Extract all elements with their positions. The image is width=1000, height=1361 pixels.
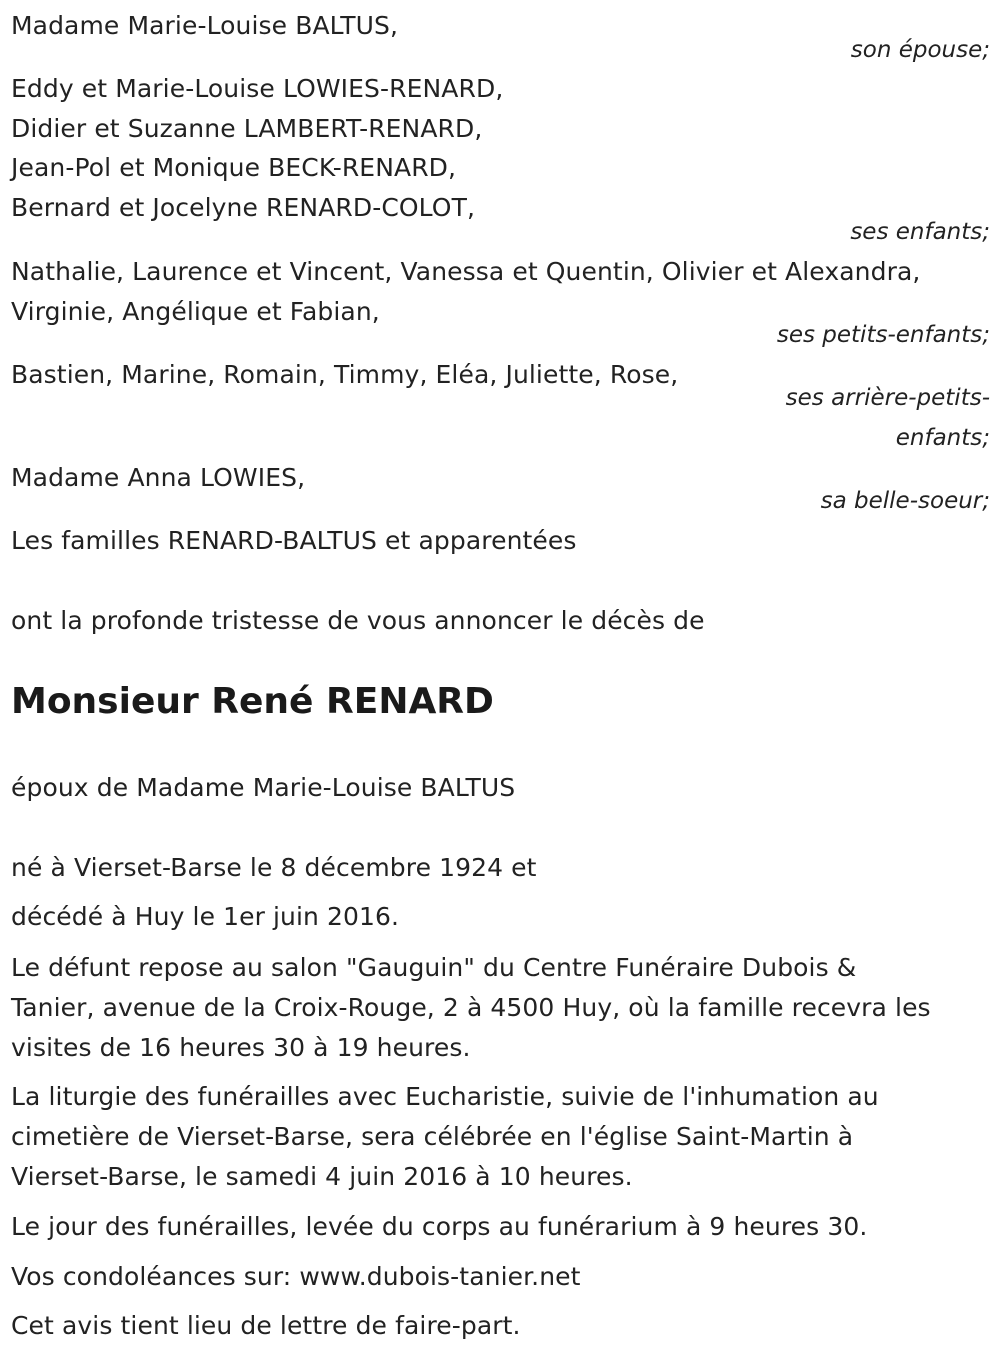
relationship-label: enfants; xyxy=(895,425,990,451)
relationship-label: ses petits-enfants; xyxy=(776,322,990,348)
family-member-line: Nathalie, Laurence et Vincent, Vanessa et Quentin, Olivier et Alexandra, xyxy=(11,257,921,286)
condolences-line: Vos condoléances sur: www.dubois-tanier.net xyxy=(11,1262,581,1291)
relationship-label: son épouse; xyxy=(850,37,990,63)
liturgy-line: cimetière de Vierset-Barse, sera célébrée en l'église Saint-Martin à xyxy=(11,1122,854,1151)
announcement-text: ont la profonde tristesse de vous annoncer le décès de xyxy=(11,606,705,635)
relationship-label: sa belle-soeur; xyxy=(820,488,990,514)
birth-line: né à Vierset-Barse le 8 décembre 1924 et xyxy=(11,853,537,882)
levee-line: Le jour des funérailles, levée du corps au funérarium à 9 heures 30. xyxy=(11,1212,868,1241)
family-member-line: Jean-Pol et Monique BECK-RENARD, xyxy=(11,153,457,182)
family-member-line: Eddy et Marie-Louise LOWIES-RENARD, xyxy=(11,74,504,103)
visitation-line: visites de 16 heures 30 à 19 heures. xyxy=(11,1033,471,1062)
family-member-line: Bernard et Jocelyne RENARD-COLOT, xyxy=(11,193,476,222)
family-member-line: Madame Marie-Louise BALTUS, xyxy=(11,11,399,40)
liturgy-line: La liturgie des funérailles avec Eucharistie, suivie de l'inhumation au xyxy=(11,1082,879,1111)
family-member-line: Les familles RENARD-BALTUS et apparentées xyxy=(11,526,577,555)
visitation-line: Le défunt repose au salon "Gauguin" du Centre Funéraire Dubois & xyxy=(11,953,857,982)
notice-line: Cet avis tient lieu de lettre de faire-part. xyxy=(11,1311,521,1340)
relationship-label: ses arrière-petits- xyxy=(785,385,990,411)
family-member-line: Madame Anna LOWIES, xyxy=(11,463,306,492)
spouse-line: époux de Madame Marie-Louise BALTUS xyxy=(11,773,516,802)
family-member-line: Didier et Suzanne LAMBERT-RENARD, xyxy=(11,114,483,143)
death-line: décédé à Huy le 1er juin 2016. xyxy=(11,902,400,931)
deceased-name: Monsieur René RENARD xyxy=(11,681,494,722)
relationship-label: ses enfants; xyxy=(850,219,990,245)
family-member-line: Bastien, Marine, Romain, Timmy, Eléa, Juliette, Rose, xyxy=(11,360,679,389)
family-member-line: Virginie, Angélique et Fabian, xyxy=(11,297,380,326)
visitation-line: Tanier, avenue de la Croix-Rouge, 2 à 4500 Huy, où la famille recevra les xyxy=(11,993,931,1022)
liturgy-line: Vierset-Barse, le samedi 4 juin 2016 à 10 heures. xyxy=(11,1162,633,1191)
